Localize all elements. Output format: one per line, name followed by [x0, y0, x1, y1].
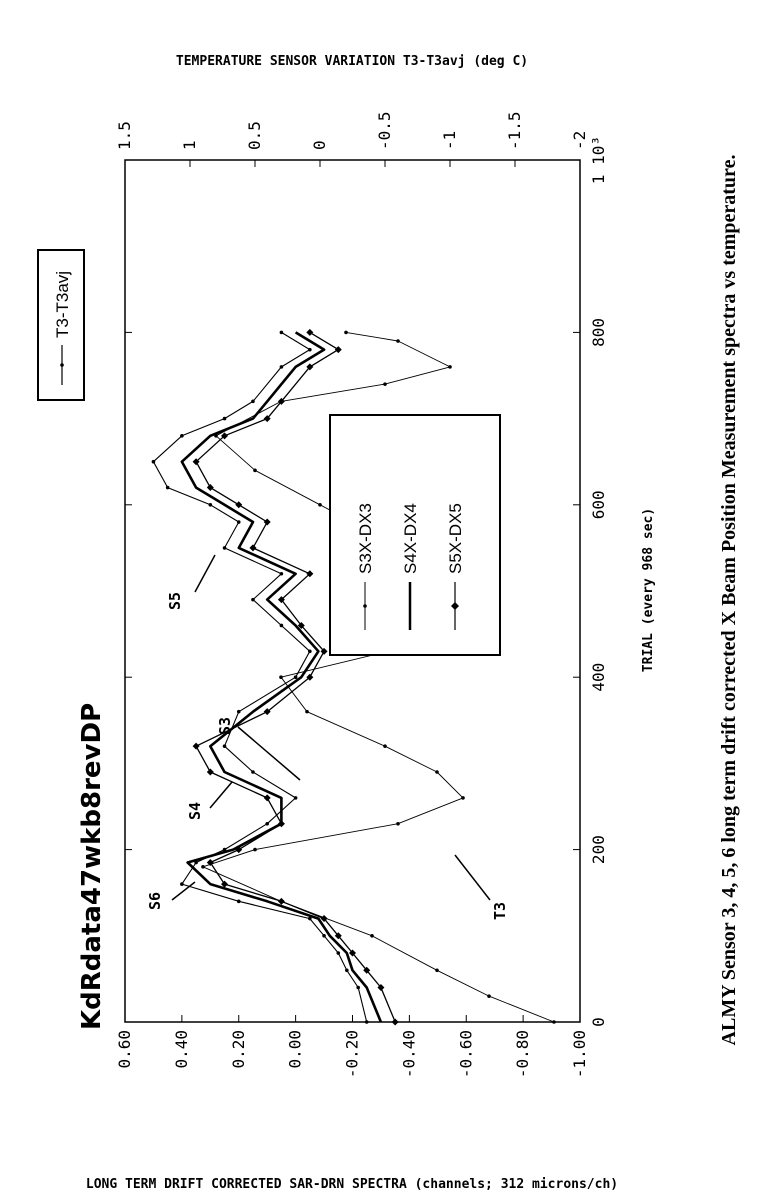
series-legend	[330, 415, 500, 655]
data-point	[193, 743, 200, 750]
data-point	[294, 675, 298, 679]
data-point	[209, 503, 213, 507]
data-point	[392, 1019, 399, 1026]
y-tick-label: -0.40	[399, 1030, 419, 1079]
data-point	[253, 469, 257, 473]
y-ticks	[115, 1015, 589, 1078]
data-point	[223, 744, 227, 748]
data-point	[265, 822, 269, 826]
y-tick-label: 0.20	[228, 1030, 248, 1069]
data-point	[356, 986, 360, 990]
data-point	[223, 417, 227, 421]
data-point	[201, 865, 205, 869]
data-point	[264, 794, 271, 801]
annotation-s4: S4	[186, 801, 204, 820]
data-point	[279, 900, 283, 904]
legend-label-s5: S5X-DX5	[446, 503, 465, 574]
data-point	[335, 346, 342, 353]
data-point	[280, 572, 284, 576]
data-point	[264, 519, 271, 526]
y-tick-label: -0.80	[513, 1030, 533, 1079]
y-tick-label: -0.20	[342, 1030, 362, 1079]
data-point	[336, 951, 340, 955]
t3-legend	[38, 250, 84, 400]
annotation-s5: S5	[166, 591, 184, 610]
data-point	[280, 624, 284, 628]
x-tick-label: 800	[589, 317, 608, 347]
data-point	[251, 770, 255, 774]
x-multiplier-label: 1 10³	[589, 135, 608, 185]
arrow-s5	[195, 555, 215, 592]
x-tick-label: 0	[589, 1017, 608, 1027]
y-tick-label: -1.00	[570, 1030, 589, 1079]
arrow-t3	[455, 855, 490, 900]
t3-legend-marker	[60, 363, 64, 367]
chart-title: KdRdata47wkb8revDP	[77, 702, 107, 1030]
data-point	[251, 598, 255, 602]
legend-marker-s3	[363, 604, 367, 608]
data-point	[306, 329, 313, 336]
data-point	[280, 365, 284, 369]
data-point	[223, 546, 227, 550]
data-point	[308, 650, 312, 654]
data-point	[305, 710, 309, 714]
data-point	[396, 339, 400, 343]
data-point	[344, 331, 348, 335]
data-point	[207, 769, 214, 776]
y2-tick-label: 0	[310, 140, 329, 150]
y2-ticks	[115, 111, 589, 167]
y2-tick-label: 0.5	[245, 121, 264, 150]
annotation-t3: T3	[491, 901, 509, 920]
data-point	[279, 400, 283, 404]
data-point	[552, 1020, 556, 1024]
data-point	[461, 796, 465, 800]
data-point	[237, 900, 241, 904]
data-point	[249, 544, 256, 551]
data-point	[448, 365, 452, 369]
t3-legend-label: T3-T3avj	[53, 270, 72, 338]
arrow-s3	[238, 727, 300, 780]
data-point	[251, 400, 255, 404]
y-tick-label: -0.60	[456, 1030, 476, 1079]
y-tick-label: 0.00	[285, 1030, 305, 1069]
data-point	[308, 348, 312, 352]
x-tick-label: 200	[589, 835, 608, 865]
data-point	[435, 968, 439, 972]
data-point	[253, 848, 257, 852]
y2-tick-label: -0.5	[375, 111, 394, 150]
data-point	[214, 434, 218, 438]
data-point	[180, 882, 184, 886]
data-point	[370, 934, 374, 938]
legend-label-s3: S3X-DX3	[356, 503, 375, 574]
data-point	[383, 744, 387, 748]
data-point	[237, 520, 241, 524]
annotation-s3: S3	[216, 716, 234, 735]
figure-caption: ALMY Sensor 3, 4, 5, 6 long term drift corrected X Beam Position Measurement spectra vs temperature.	[718, 154, 740, 1046]
data-point	[396, 822, 400, 826]
data-point	[383, 382, 387, 386]
data-point	[435, 770, 439, 774]
data-point	[365, 1020, 369, 1024]
x-tick-label: 600	[589, 490, 608, 520]
data-point	[279, 675, 283, 679]
y2-axis-label: TEMPERATURE SENSOR VARIATION T3-T3avj (deg C)	[175, 54, 529, 69]
arrow-s4	[210, 782, 232, 808]
y2-tick-label: -2	[570, 130, 589, 150]
data-point	[237, 710, 241, 714]
data-point	[280, 331, 284, 335]
data-point	[152, 460, 156, 464]
data-point	[235, 501, 242, 508]
data-point	[207, 484, 214, 491]
data-point	[318, 503, 322, 507]
y-tick-label: 0.60	[115, 1030, 134, 1069]
y-tick-label: 0.40	[171, 1030, 191, 1069]
data-point	[487, 994, 491, 998]
y2-tick-label: -1.5	[505, 111, 524, 150]
data-point	[180, 434, 184, 438]
y-axis-label: LONG TERM DRIFT CORRECTED SAR-DRN SPECTRA (channels; 312 microns/ch)	[85, 1177, 619, 1192]
data-point	[294, 796, 298, 800]
y2-tick-label: -1	[440, 130, 459, 150]
y2-tick-label: 1.5	[115, 121, 134, 150]
annotation-s6: S6	[146, 891, 164, 910]
data-point	[345, 968, 349, 972]
data-point	[166, 486, 170, 490]
x-axis-label: TRIAL (every 968 sec)	[641, 507, 656, 673]
y2-tick-label: 1	[180, 140, 199, 150]
legend-label-s4: S4X-DX4	[401, 503, 420, 574]
data-point	[322, 934, 326, 938]
x-tick-label: 400	[589, 662, 608, 692]
